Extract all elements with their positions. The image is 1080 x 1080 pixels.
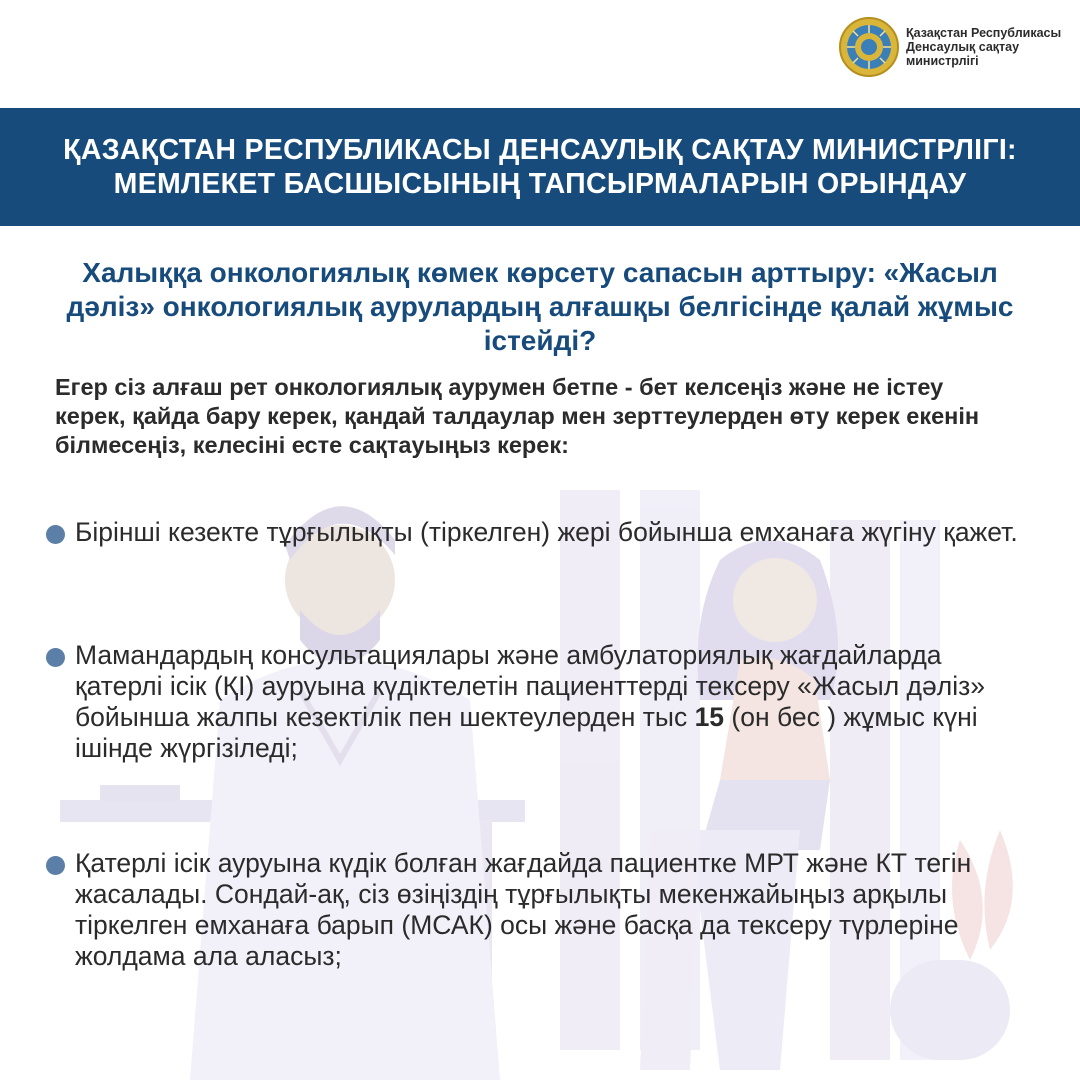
logo-line-2: Денсаулық сақтау bbox=[906, 40, 1020, 54]
working-days-number: 15 bbox=[694, 702, 725, 732]
banner-title: ҚАЗАҚСТАН РЕСПУБЛИКАСЫ ДЕНСАУЛЫҚ САҚТАУ МИНИСТРЛІГІ: МЕМЛЕКЕТ БАСШЫСЫНЫҢ ТАПСЫРМАЛАРЫН ОРЫНДАУ bbox=[63, 134, 1017, 200]
bullet-text-2-after: (он бес ) жұмыс күні ішінде жүргізіледі; bbox=[75, 702, 978, 763]
subtitle: Халыққа онкологиялық көмек көрсету сапасын арттыру: «Жасыл дәліз» онкологиялық аурулардың алғашқы белгісінде қалай жұмыс істейді? bbox=[66, 257, 1014, 356]
bullet-text-1: Бірінші кезекте тұрғылықты (тіркелген) жері бойынша емханаға жүгіну қажет. bbox=[75, 517, 1018, 547]
ministry-logo bbox=[838, 14, 1074, 80]
logo-line-1: Қазақстан Республикасы bbox=[906, 26, 1062, 40]
state-emblem-icon bbox=[838, 16, 900, 78]
logo-text bbox=[906, 26, 1061, 68]
bullet-text-3: Қатерлі ісік ауруына күдік болған жағдайда пациентке МРТ және КТ тегін жасалады. Сондай-ақ, сіз өзіңіздің тұрғылықты мекенжайыңыз арқылы тіркелген емханаға барып (МСАК) осы және басқа да тексеру түрлеріне жолдама ала аласыз; bbox=[75, 848, 972, 971]
logo-line-3: министрлігі bbox=[906, 54, 979, 68]
bullet-text-2-before: Мамандардың консультациялары және амбулаториялық жағдайларда қатерлі ісік (ҚІ) ауруына күдіктелетін пациенттерді тексеру «Жасыл дәліз» бойынша жалпы кезектілік пен шектеулерден тыс bbox=[75, 640, 985, 732]
intro-text: Егер сіз алғаш рет онкологиялық аурумен бетпе - бет келсеңіз және не істеу керек, қайда бару керек, қандай талдаулар мен зерттеулерден өту керек екенін білмесеңіз, келесіні есте сақтауыңыз керек: bbox=[55, 374, 980, 458]
title-banner bbox=[0, 108, 1080, 226]
